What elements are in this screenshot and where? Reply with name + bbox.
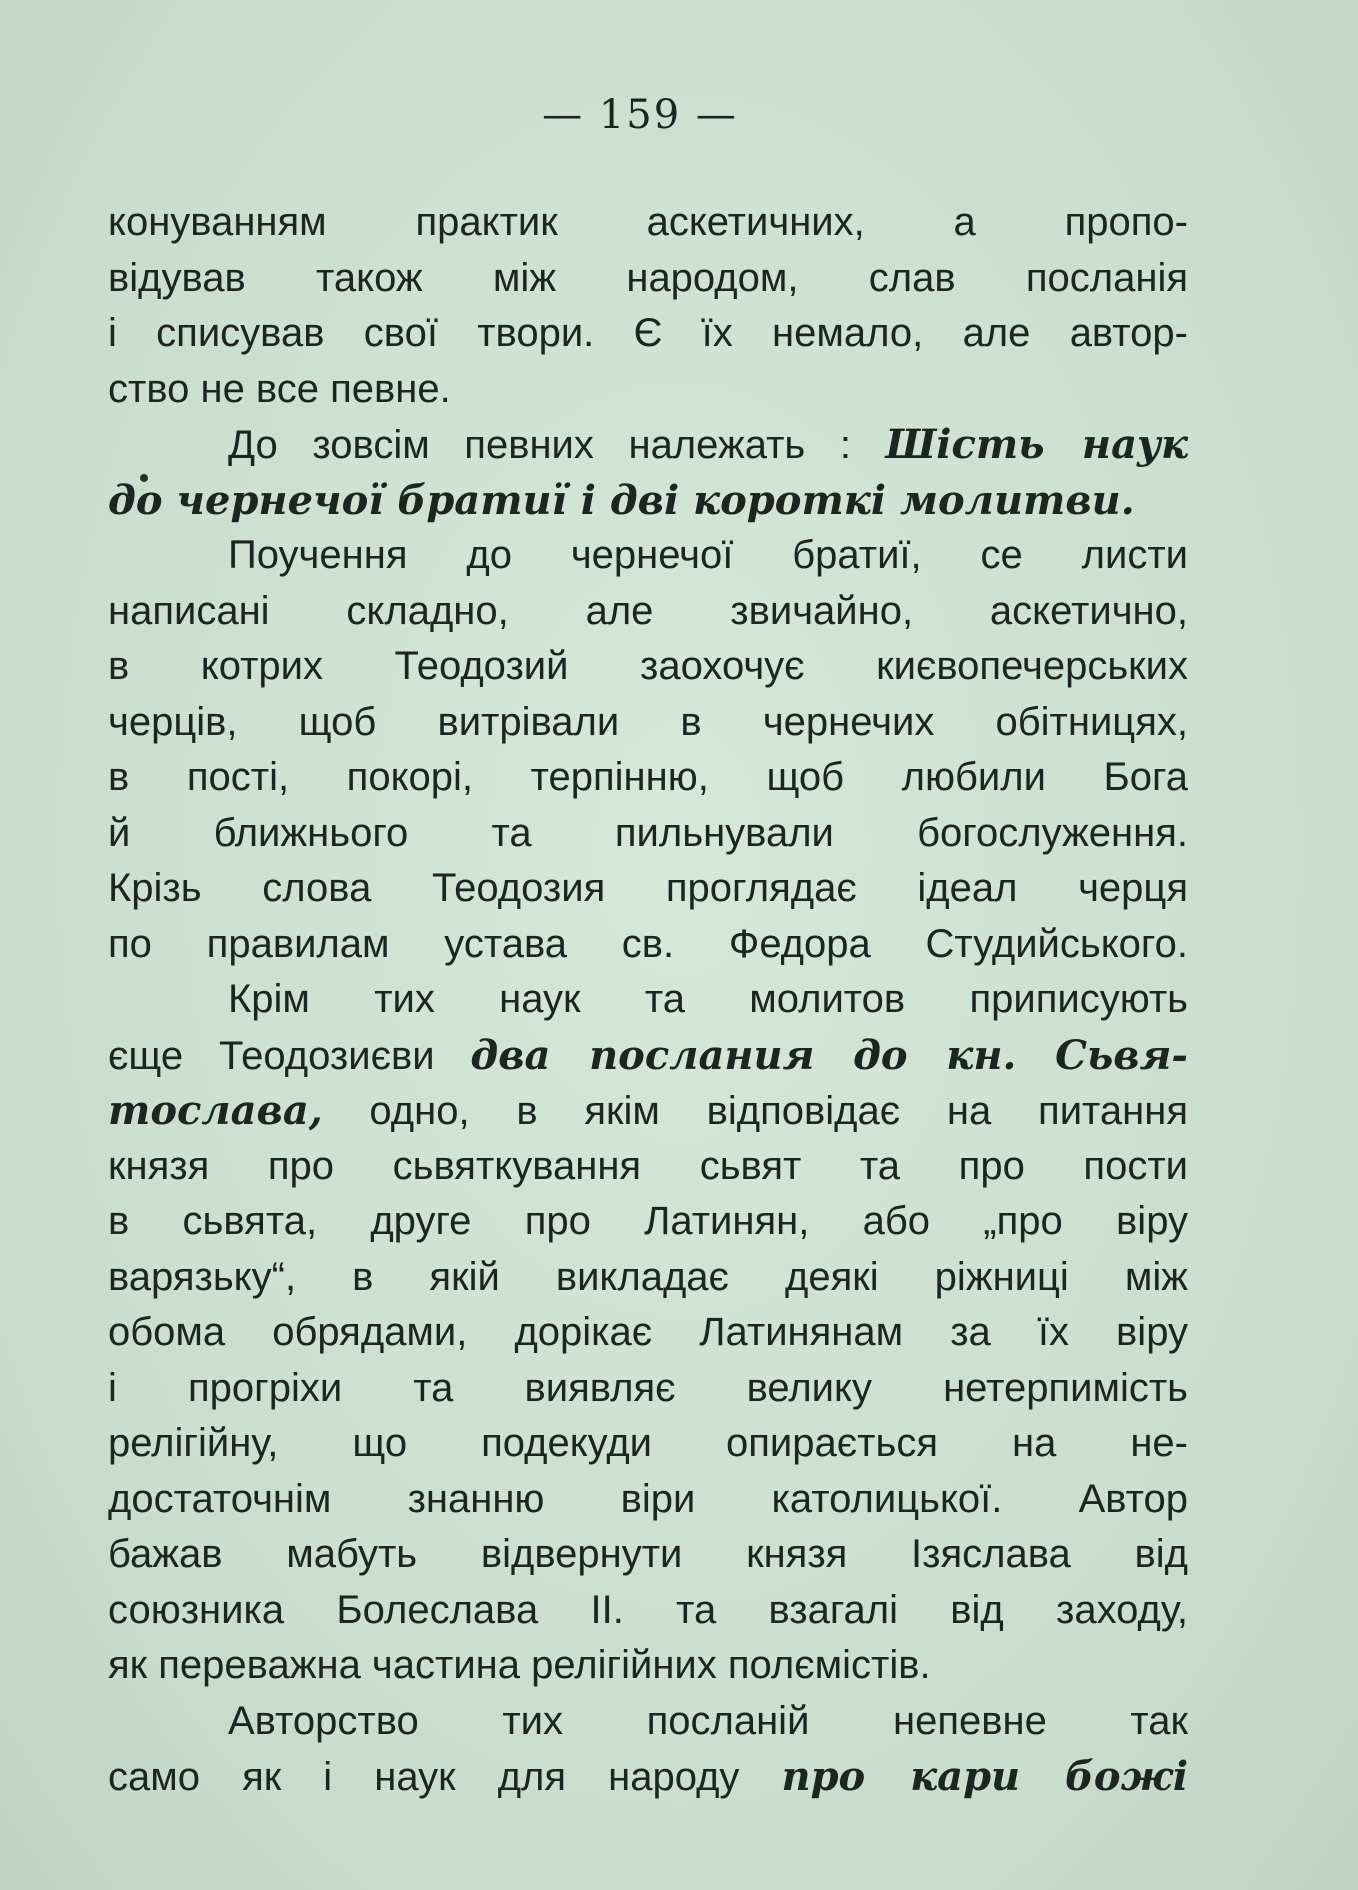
text-line: як переважна частина релігійних полємістів. — [108, 1643, 931, 1687]
text-line: Крізь слова Теодозия проглядає ідеал черця — [108, 866, 1188, 910]
text-line: в котрих Теодозий заохочує києвопечерських — [108, 644, 1188, 688]
paragraph-start-line: Поучення до чернечої братиї, се листи — [228, 533, 1188, 577]
text-line: і прогріхи та виявляє велику нетерпимість — [108, 1365, 1188, 1410]
text-line: князя про сьвяткування сьвят та про пости — [108, 1143, 1188, 1188]
body-text — [108, 195, 1188, 1805]
text-line: по правилам устава св. Федора Студийського. — [108, 921, 1188, 966]
italic-title: Шість наук — [885, 421, 1189, 468]
text-line: черців, щоб витрівали в чернечих обітницях, — [108, 699, 1188, 744]
text-line: ство не все певне. — [108, 366, 451, 411]
text-line: бажав мабуть відвернути князя Ізяслава від — [108, 1532, 1188, 1576]
italic-title: про кари божі — [781, 1753, 1189, 1800]
text-line: й ближнього та пильнували богослуження. — [108, 810, 1188, 855]
paragraph-start-line: До зовсім певних належать : Шість наук — [228, 421, 1189, 468]
text-line: єще Теодозиєви два послания до кн. Сьвя- — [108, 1031, 1188, 1079]
text-line: достаточнім знанню віри католицької. Автор — [108, 1476, 1188, 1521]
text-line: варязьку“, в якій викладає деякі ріжниці між — [108, 1254, 1188, 1299]
text-line: конуванням практик аскетичних, а пропо- — [108, 200, 1188, 244]
italic-title: до чернечої братиї і дві короткі молитви. — [108, 476, 1135, 524]
text-line: в сьвята, друге про Латинян, або „про віру — [108, 1199, 1188, 1243]
text-line: само як і наук для народу про кари божі — [108, 1753, 1189, 1800]
paragraph-start-line: Крім тих наук та молитов приписують — [228, 977, 1188, 1021]
italic-title: два послания до кн. Сьвя- — [470, 1031, 1188, 1079]
text-line: тослава, одно, в якім відповідає на питання — [108, 1087, 1188, 1134]
text-line: і списував свої твори. Є їх немало, але автор- — [108, 311, 1188, 355]
text-line: відував також між народом, слав посланія — [108, 255, 1188, 300]
text-line: в пості, покорі, терпінню, щоб любили Бога — [108, 755, 1188, 799]
page-number: — 159 — — [542, 92, 738, 138]
text-line: союзника Болеслава II. та взагалі від заходу, — [108, 1587, 1188, 1632]
text-line: обома обрядами, дорікає Латинянам за їх віру — [108, 1310, 1188, 1354]
italic-title: тослава, — [108, 1087, 323, 1134]
paragraph-start-line: Авторство тих посланій непевне так — [228, 1698, 1188, 1743]
text-line — [108, 473, 1188, 529]
text-line: написані складно, але звичайно, аскетично, — [108, 588, 1188, 633]
text-line: релігійну, що подекуди опирається на не- — [108, 1421, 1188, 1465]
